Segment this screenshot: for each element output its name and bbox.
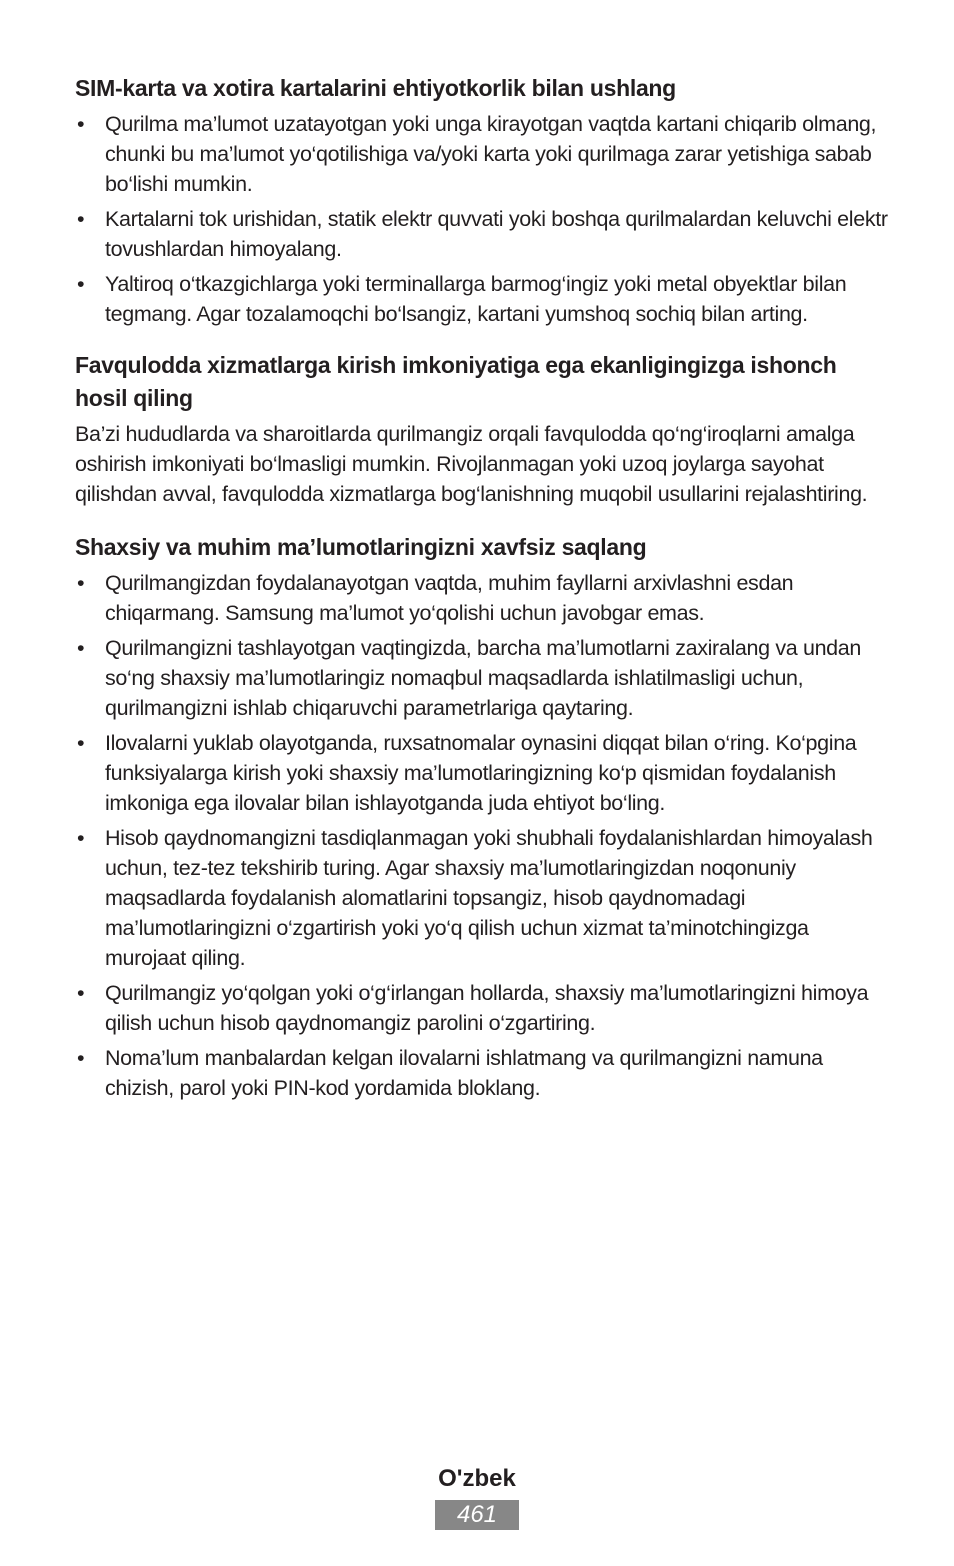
list-item: • Qurilmangiz yo‘qolgan yoki o‘g‘irlangan hollarda, shaxsiy ma’lumotlaringizni himoya qilish uchun hisob qaydnomangiz parolini o‘zgartiring. — [75, 978, 890, 1038]
section-heading: Favqulodda xizmatlarga kirish imkoniyatiga ega ekanligingizga ishonch hosil qiling — [75, 352, 837, 411]
page-number: 461 — [435, 1500, 519, 1530]
list-item: • Yaltiroq o‘tkazgichlarga yoki terminallarga barmog‘ingiz yoki metal obyektlar bilan tegmang. Agar tozalamoqchi bo‘lsangiz, kartani yumshoq sochiq bilan arting. — [75, 269, 890, 329]
list-item: • Qurilmangizni tashlayotgan vaqtingizda, barcha ma’lumotlarni zaxiralang va undan so‘ng shaxsiy ma’lumotlaringiz nomaqbul maqsadlarda ishlatilmasligi uchun, qurilmangizni ishlab chiqaruvchi parametrlariga qaytaring. — [75, 633, 890, 723]
page-content — [75, 72, 890, 1121]
bullet-list — [75, 109, 890, 329]
section-heading: Shaxsiy va muhim ma’lumotlaringizni xavfsiz saqlang — [75, 534, 647, 560]
section-sim-memory-cards — [75, 72, 890, 329]
bullet-list — [75, 568, 890, 1103]
section-emergency-services — [75, 349, 890, 509]
section-heading: SIM-karta va xotira kartalarini ehtiyotkorlik bilan ushlang — [75, 75, 676, 101]
list-item: • Qurilma ma’lumot uzatayotgan yoki unga kirayotgan vaqtda kartani chiqarib olmang, chunki bu ma’lumot yo‘qotilishiga va/yoki karta yoki qurilmaga zarar yetishiga sabab bo‘lishi mumkin. — [75, 109, 890, 199]
list-item: • Kartalarni tok urishidan, statik elektr quvvati yoki boshqa qurilmalardan keluvchi elektr tovushlardan himoyalang. — [75, 204, 890, 264]
section-paragraph: Ba’zi hududlarda va sharoitlarda qurilmangiz orqali favqulodda qo‘ng‘iroqlarni amalga oshirish imkoniyati bo‘lmasligi mumkin. Rivojlanmagan yoki uzoq joylarga sayohat qilishdan avval, favqulodda xizmatlarga bog‘lanishning muqobil usullarini rejalashtiring. — [75, 422, 868, 506]
list-item: • Qurilmangizdan foydalanayotgan vaqtda, muhim fayllarni arxivlashni esdan chiqarmang. Samsung ma’lumot yo‘qolishi uchun javobgar emas. — [75, 568, 890, 628]
section-personal-data — [75, 531, 890, 1103]
list-item: • Hisob qaydnomangizni tasdiqlanmagan yoki shubhali foydalanishlardan himoyalash uchun, tez-tez tekshirib turing. Agar shaxsiy ma’lumotlaringizdan noqonuniy maqsadlarda foydalanish alomatlarini topsangiz, hisob qaydnomadagi ma’lumotlaringizni o‘zgartirish yoki yo‘q qilish uchun xizmat ta’minotchingizga murojaat qiling. — [75, 823, 890, 973]
list-item: • Ilovalarni yuklab olayotganda, ruxsatnomalar oynasini diqqat bilan o‘ring. Ko‘pgina funksiyalarga kirish yoki shaxsiy ma’lumotlaringizning ko‘p qismidan foydalanish imkoniga ega ilovalar bilan ishlayotganda juda ehtiyot bo‘ling. — [75, 728, 890, 818]
footer-language: O'zbek — [438, 1465, 516, 1492]
list-item: • Noma’lum manbalardan kelgan ilovalarni ishlatmang va qurilmangizni namuna chizish, parol yoki PIN-kod yordamida bloklang. — [75, 1043, 890, 1103]
page-footer — [0, 1462, 954, 1530]
